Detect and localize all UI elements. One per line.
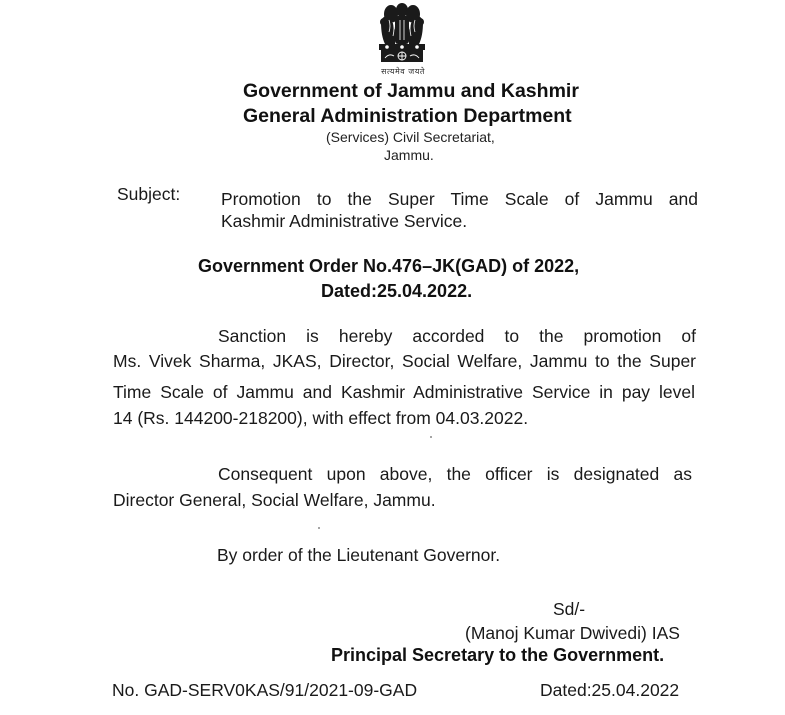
para1-line-3: Time Scale of Jammu and Kashmir Administrative Service in pay level [113, 382, 695, 402]
subject-line-2: Kashmir Administrative Service. [221, 211, 468, 231]
reference-number: No. GAD-SERV0KAS/91/2021-09-GAD [112, 680, 418, 700]
subject-label: Subject: [117, 184, 181, 204]
signatory-designation: Principal Secretary to the Government. [331, 645, 665, 665]
para1-line-1: Sanction is hereby accorded to the promotion of [218, 326, 696, 346]
order-number: Government Order No.476–JK(GAD) of 2022, [198, 256, 580, 276]
signature-sd: Sd/- [553, 599, 586, 619]
signatory-name: (Manoj Kumar Dwivedi) IAS [465, 623, 680, 643]
office-address: (Services) Civil Secretariat, [326, 129, 495, 145]
para2-line-1: Consequent upon above, the officer is designated as [218, 464, 692, 484]
order-date: Dated:25.04.2022. [321, 281, 473, 301]
subject-line-1: Promotion to the Super Time Scale of Jammu and [221, 189, 698, 209]
emblem-motto: सत्यमेव जयते [381, 67, 425, 76]
department-title: General Administration Department [243, 105, 572, 127]
para2-line-2: Director General, Social Welfare, Jammu. [113, 490, 436, 510]
office-city: Jammu. [384, 147, 434, 163]
para1-line-2: Ms. Vivek Sharma, JKAS, Director, Social Welfare, Jammu to the Super [113, 351, 696, 371]
government-title: Government of Jammu and Kashmir [243, 80, 579, 102]
reference-date: Dated:25.04.2022 [540, 680, 680, 700]
para1-line-4: 14 (Rs. 144200-218200), with effect from 04.03.2022. [113, 408, 529, 428]
by-order-line: By order of the Lieutenant Governor. [217, 545, 501, 565]
